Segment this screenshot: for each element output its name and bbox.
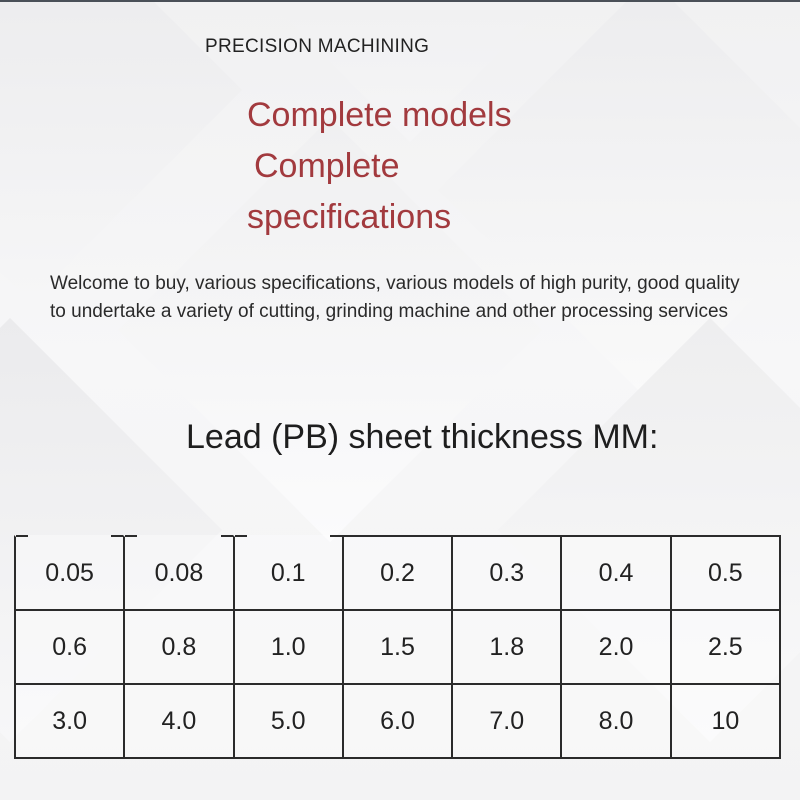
table-cell: 7.0 [451,683,560,757]
top-border-line [0,0,800,2]
table-cell: 5.0 [233,683,342,757]
table-cell: 2.5 [670,609,779,683]
table-cell: 8.0 [560,683,669,757]
table-cell: 2.0 [560,609,669,683]
section-kicker: PRECISION MACHINING [205,36,430,57]
table-cell: 0.1 [233,535,342,609]
table-cell: 1.0 [233,609,342,683]
headline-line-1: Complete models [247,96,512,134]
table-cell: 1.5 [342,609,451,683]
table-cell: 0.08 [123,535,232,609]
table-cell: 10 [670,683,779,757]
table-cell: 3.0 [14,683,123,757]
table-cell: 0.8 [123,609,232,683]
table-cell: 0.3 [451,535,560,609]
table-cell: 6.0 [342,683,451,757]
table-cell: 0.05 [14,535,123,609]
table-cell: 0.5 [670,535,779,609]
description-text: Welcome to buy, various specifications, various models of high purity, good quality to undertake a variety of cutting, grinding machine and other processing services [50,273,740,322]
headline-line-2: Complete [254,147,400,185]
table-cell: 1.8 [451,609,560,683]
headline-line-3: specifications [247,198,452,236]
table-cell: 0.2 [342,535,451,609]
table-cell: 0.6 [14,609,123,683]
table-cell: 0.4 [560,535,669,609]
table-cell: 4.0 [123,683,232,757]
thickness-table [14,535,781,759]
table-title: Lead (PB) sheet thickness MM: [186,418,659,456]
